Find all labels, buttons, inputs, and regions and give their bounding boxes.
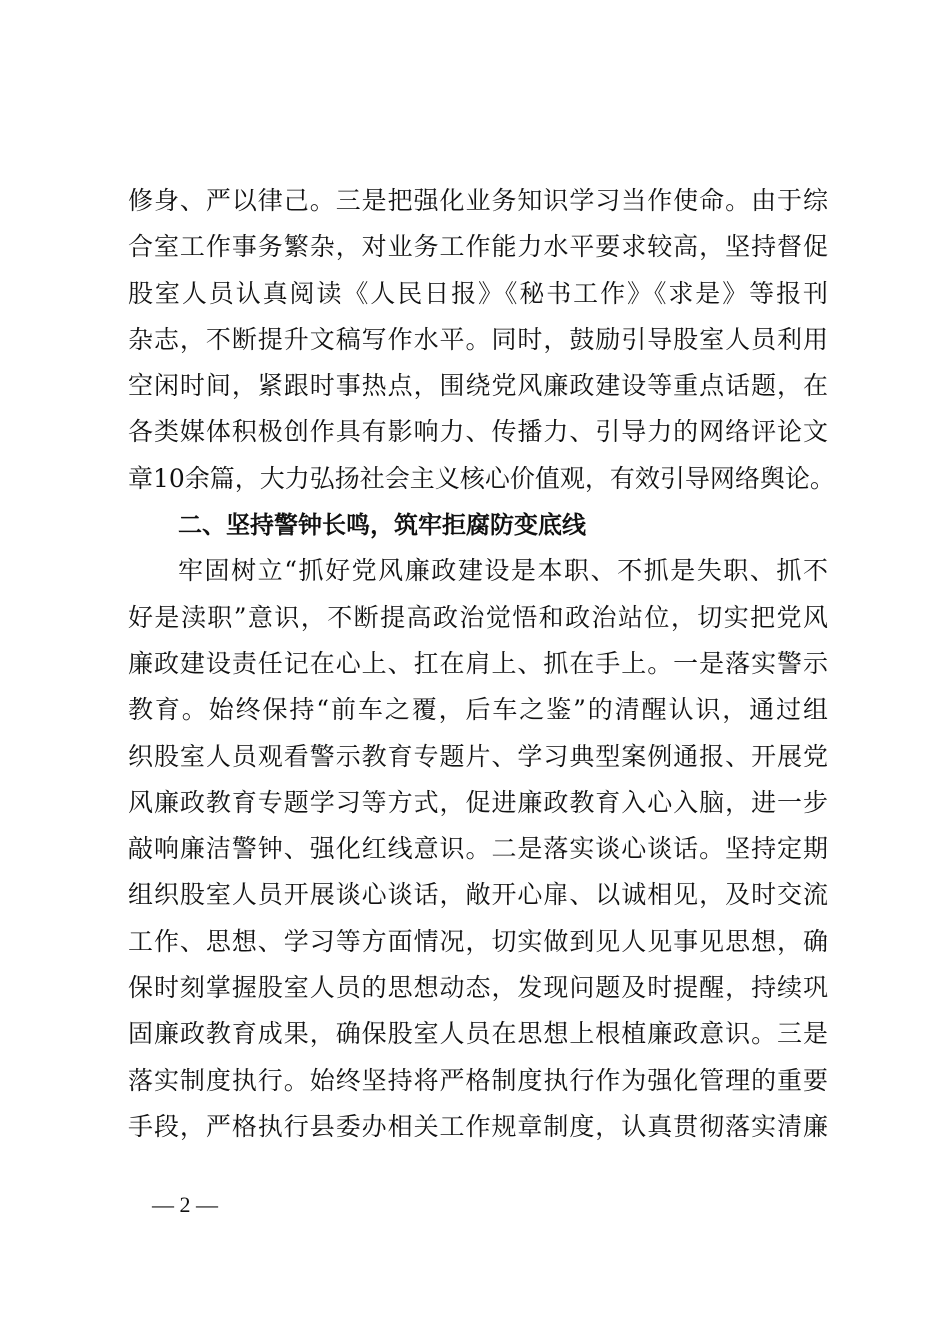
paragraph-line: 保时刻掌握股室人员的思想动态，发现问题及时提醒，持续巩 xyxy=(128,973,828,1003)
paragraph-line: 手段，严格执行县委办相关工作规章制度，认真贯彻落实清廉 xyxy=(128,1111,828,1141)
paragraph-line: 廉政建设责任记在心上、扛在肩上、抓在手上。一是落实警示 xyxy=(128,648,828,678)
paragraph-line: 修身、严以律己。三是把强化业务知识学习当作使命。由于综 xyxy=(128,186,828,215)
page-number: — 2 — xyxy=(152,1192,218,1217)
paragraph-line: 股室人员认真阅读《人民日报》《秘书工作》《求是》等报刊 xyxy=(128,278,828,308)
paragraph-line: 敲响廉洁警钟、强化红线意识。二是落实谈心谈话。坚持定期 xyxy=(128,834,828,864)
paragraph-line: 工作、思想、学习等方面情况，切实做到见人见事见思想，确 xyxy=(128,926,828,956)
paragraph-line: 组织股室人员开展谈心谈话，敞开心扉、以诚相见，及时交流 xyxy=(128,880,828,910)
paragraph-line: 固廉政教育成果，确保股室人员在思想上根植廉政意识。三是 xyxy=(128,1019,828,1049)
paragraph-line: 织股室人员观看警示教育专题片、学习典型案例通报、开展党 xyxy=(128,741,828,771)
paragraph-line: 章10余篇，大力弘扬社会主义核心价值观，有效引导网络舆论。 xyxy=(128,463,835,493)
paragraph-line: 教育。始终保持“前车之覆，后车之鉴”的清醒认识，通过组 xyxy=(128,695,828,725)
paragraph-line: 落实制度执行。始终坚持将严格制度执行作为强化管理的重要 xyxy=(128,1065,828,1095)
paragraph-line: 空闲时间，紧跟时事热点，围绕党风廉政建设等重点话题，在 xyxy=(128,371,828,401)
document-body xyxy=(128,178,835,1150)
section-heading: 二、坚持警钟长鸣，筑牢拒腐防变底线 xyxy=(178,511,586,540)
paragraph-line: 牢固树立“抓好党风廉政建设是本职、不抓是失职、抓不 xyxy=(178,556,828,586)
paragraph-line: 好是渎职”意识，不断提高政治觉悟和政治站位，切实把党风 xyxy=(128,602,828,632)
paragraph-line: 风廉政教育专题学习等方式，促进廉政教育入心入脑，进一步 xyxy=(128,787,828,817)
paragraph-line: 合室工作事务繁杂，对业务工作能力水平要求较高，坚持督促 xyxy=(128,232,828,262)
paragraph-line: 各类媒体积极创作具有影响力、传播力、引导力的网络评论文 xyxy=(128,417,828,447)
paragraph-line: 杂志，不断提升文稿写作水平。同时，鼓励引导股室人员利用 xyxy=(128,324,828,354)
